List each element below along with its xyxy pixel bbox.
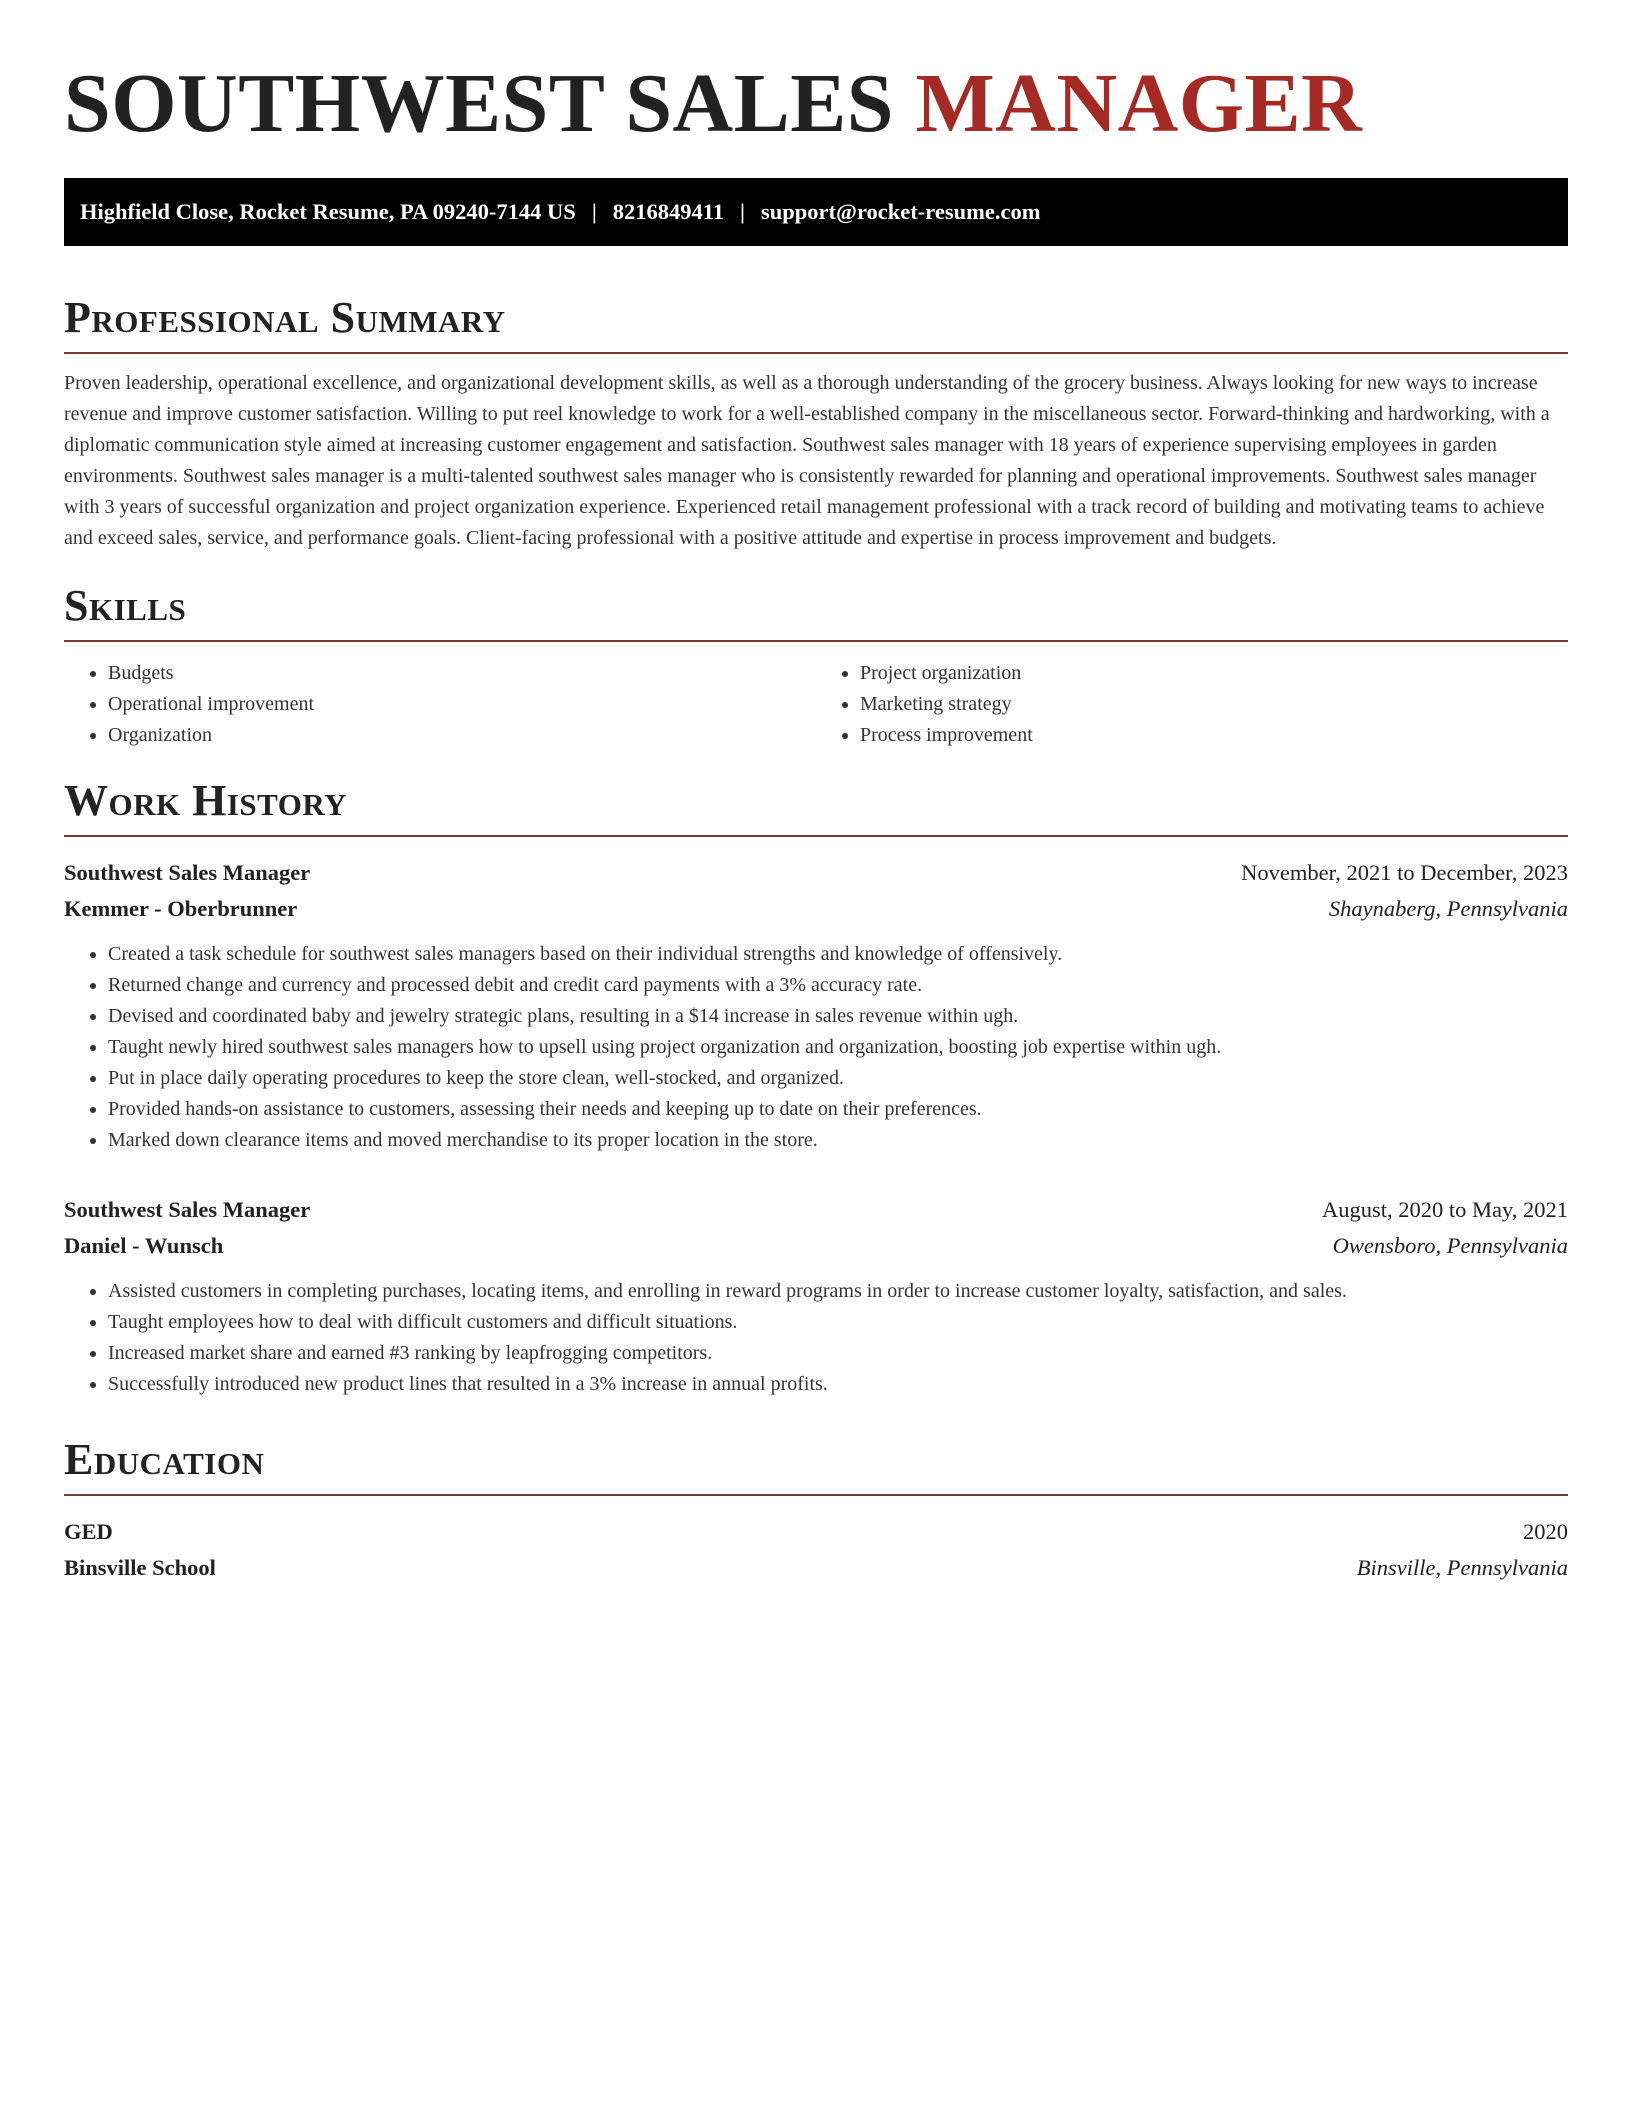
job-dates: August, 2020 to May, 2021 <box>1321 1197 1568 1222</box>
job-title: Southwest Sales Manager <box>64 1197 311 1222</box>
skills-columns <box>64 658 1568 751</box>
job-company-row <box>64 891 1568 927</box>
education-year: 2020 <box>1523 1519 1568 1544</box>
skill-item: • Marketing strategy <box>860 689 1568 720</box>
contact-separator: | <box>591 199 597 224</box>
job-bullets <box>64 1276 1568 1400</box>
job-location: Shaynaberg, Pennsylvania <box>1328 896 1568 921</box>
job-company: Kemmer - Oberbrunner <box>64 896 298 921</box>
job-company-row <box>64 1228 1568 1264</box>
job-bullet: • Returned change and currency and processed debit and credit card payments with a 3% accuracy rate. <box>108 970 1568 1001</box>
contact-email: support@rocket-resume.com <box>761 199 1041 224</box>
job-bullet: • Marked down clearance items and moved merchandise to its proper location in the store. <box>108 1125 1568 1156</box>
job-company: Daniel - Wunsch <box>64 1233 224 1258</box>
section-divider <box>64 1494 1568 1496</box>
job-bullet: • Increased market share and earned #3 ranking by leapfrogging competitors. <box>108 1338 1568 1369</box>
skills-list-right <box>816 658 1568 751</box>
job-header-row <box>64 1192 1568 1228</box>
resume-name <box>64 56 1568 152</box>
job-bullet: • Put in place daily operating procedures to keep the store clean, well-stocked, and organized. <box>108 1063 1568 1094</box>
job-title: Southwest Sales Manager <box>64 860 311 885</box>
education-school-row <box>64 1550 1568 1586</box>
job-bullet: • Taught employees how to deal with difficult customers and difficult situations. <box>108 1307 1568 1338</box>
skill-item: • Organization <box>108 720 816 751</box>
skill-item: • Operational improvement <box>108 689 816 720</box>
education-school: Binsville School <box>64 1555 216 1580</box>
job-entry <box>64 855 1568 1156</box>
summary-text: Proven leadership, operational excellence, and organizational development skills, as well as a thorough understanding of the grocery business. Always looking for new ways to increase revenue and improve customer satisfaction. Willing to put reel knowledge to work for a well-established company in the miscellaneous sector. Forward-thinking and hardworking, with a diplomatic communication style aimed at increasing customer engagement and satisfaction. Southwest sales manager with 18 years of experience supervising employees in garden environments. Southwest sales manager is a multi-talented southwest sales manager who is consistently rewarded for planning and operational improvements. Southwest sales manager with 3 years of successful organization and project organization experience. Experienced retail management professional with a track record of building and motivating teams to achieve and exceed sales, service, and performance goals. Client-facing professional with a positive attitude and expertise in process improvement and budgets. <box>64 372 1550 549</box>
education-location: Binsville, Pennsylvania <box>1356 1555 1568 1580</box>
contact-separator: | <box>740 199 746 224</box>
name-primary: SOUTHWEST SALES <box>64 57 894 150</box>
job-bullet: • Created a task schedule for southwest sales managers based on their individual strengths and knowledge of offensively. <box>108 939 1568 970</box>
contact-bar <box>64 178 1568 246</box>
job-entry <box>64 1192 1568 1400</box>
job-header-row <box>64 855 1568 891</box>
work-history-section <box>64 777 1568 1400</box>
skill-item: • Budgets <box>108 658 816 689</box>
education-section <box>64 1436 1568 1586</box>
skill-item: • Process improvement <box>860 720 1568 751</box>
education-entry <box>64 1514 1568 1586</box>
section-divider <box>64 640 1568 642</box>
job-bullets <box>64 939 1568 1156</box>
contact-address: Highfield Close, Rocket Resume, PA 09240-7144 US <box>80 199 576 224</box>
education-degree: GED <box>64 1519 113 1544</box>
name-accent: MANAGER <box>915 57 1363 150</box>
summary-section <box>64 294 1568 554</box>
skills-heading: Skills <box>64 581 187 630</box>
work-history-heading: Work History <box>64 776 348 825</box>
education-heading: Education <box>64 1435 265 1484</box>
job-bullet: • Devised and coordinated baby and jewelry strategic plans, resulting in a $14 increase in sales revenue within ugh. <box>108 1001 1568 1032</box>
job-bullet: • Provided hands-on assistance to customers, assessing their needs and keeping up to date on their preferences. <box>108 1094 1568 1125</box>
job-bullet: • Taught newly hired southwest sales managers how to upsell using project organization and organization, boosting job expertise within ugh. <box>108 1032 1568 1063</box>
skills-list-left <box>64 658 816 751</box>
summary-heading: Professional Summary <box>64 293 506 342</box>
job-dates: November, 2021 to December, 2023 <box>1241 860 1568 885</box>
skills-section <box>64 582 1568 751</box>
job-bullet: • Successfully introduced new product lines that resulted in a 3% increase in annual profits. <box>108 1369 1568 1400</box>
job-location: Owensboro, Pennsylvania <box>1332 1233 1568 1258</box>
job-bullet: • Assisted customers in completing purchases, locating items, and enrolling in reward programs in order to increase customer loyalty, satisfaction, and sales. <box>108 1276 1568 1307</box>
section-divider <box>64 352 1568 354</box>
skill-item: • Project organization <box>860 658 1568 689</box>
education-header-row <box>64 1514 1568 1550</box>
contact-phone: 8216849411 <box>612 199 725 224</box>
section-divider <box>64 835 1568 837</box>
